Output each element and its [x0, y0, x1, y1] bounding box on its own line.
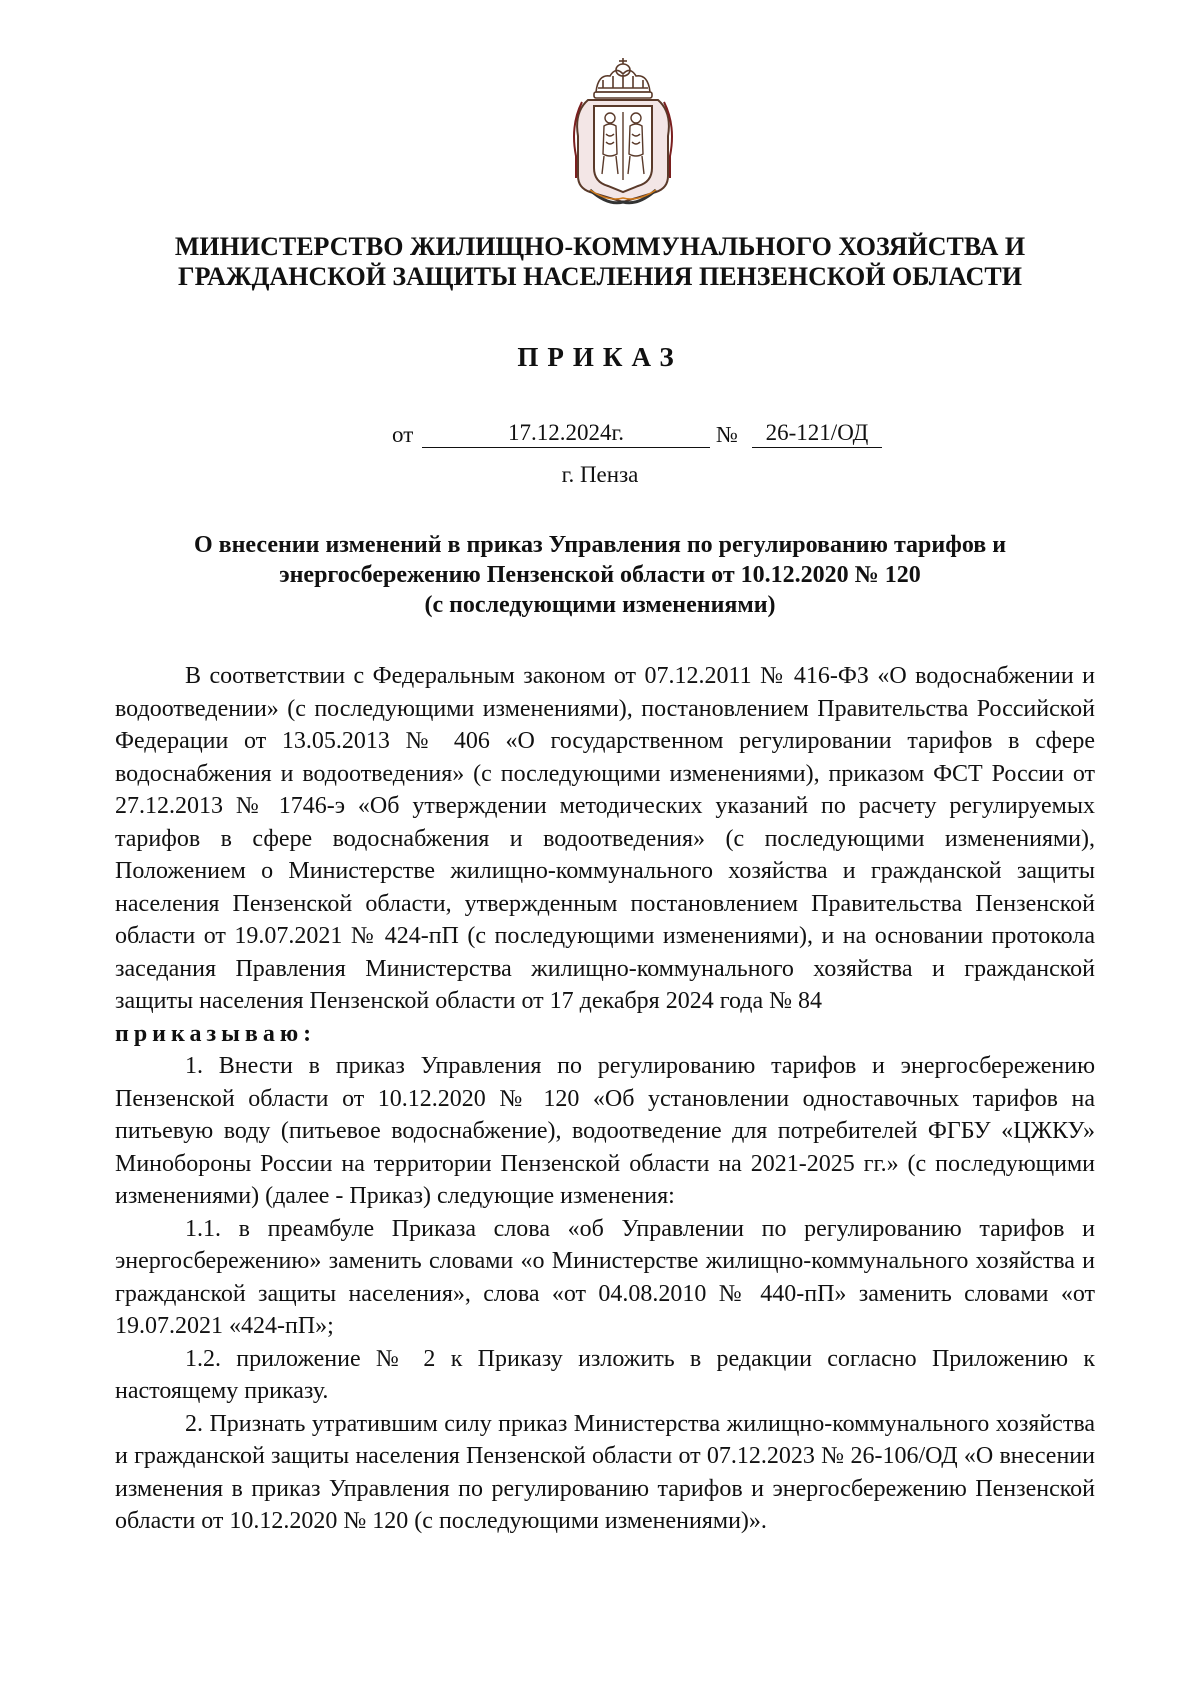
order-word: приказываю: [115, 1020, 317, 1047]
from-label: от [392, 422, 414, 447]
subject-line-1: О внесении изменений в приказ Управления по регулированию тарифов и [193, 532, 1007, 558]
item-1: 1. Внести в приказ Управления по регулированию тарифов и энергосбережению Пензенской области от 10.12.2020 № 120 «Об установлении одноставочных тарифов на питьевую воду (питьевое водоснабжение), водоотведение для потребителей ФГБУ «ЦЖКУ» Минобороны России на территории Пензенской области на 2021-2025 гг.» (с последующими изменениями) (далее - Приказ) следующие изменения: [115, 1053, 1095, 1209]
order-body [115, 660, 1095, 1538]
subject-line-2: энергосбережению Пензенской области от 10.12.2020 № 120 [279, 562, 921, 588]
ministry-line-1: МИНИСТЕРСТВО ЖИЛИЩНО-КОММУНАЛЬНОГО ХОЗЯЙСТВА И [174, 232, 1026, 261]
item-1-2: 1.2. приложение № 2 к Приказу изложить в редакции согласно Приложению к настоящему приказу. [115, 1345, 1095, 1404]
item-2: 2. Признать утратившим силу приказ Министерства жилищно-коммунального хозяйства и гражданской защиты населения Пензенской области от 07.12.2023 № 26-106/ОД «О внесении изменения в приказ Управления по регулированию тарифов и энергосбережению Пензенской области от 10.12.2020 № 120 (с последующими изменениями)». [115, 1410, 1095, 1534]
coat-of-arms-icon [568, 56, 678, 206]
order-subject [120, 530, 1080, 620]
preamble-paragraph: В соответствии с Федеральным законом от 07.12.2011 № 416-ФЗ «О водоснабжении и водоотведении» (с последующими изменениями), постановлением Правительства Российской Федерации от 13.05.2013 № 406 «О государственном регулировании тарифов в сфере водоснабжения и водоотведения» (с последующими изменениями), приказом ФСТ России от 27.12.2013 № 1746-э «Об утверждении методических указаний по расчету регулируемых тарифов в сфере водоснабжения и водоотведения» (с последующими изменениями), Положением о Министерстве жилищно-коммунального хозяйства и гражданской защиты населения Пензенской области, утвержденным постановлением Правительства Пензенской области от 19.07.2021 № 424-пП (с последующими изменениями), и на основании протокола заседания Правления Министерства жилищно-коммунального хозяйства и гражданской защиты населения Пензенской области от 17 декабря 2024 года № 84 [115, 663, 1095, 1014]
ministry-name [100, 232, 1100, 292]
date-number-line [0, 420, 1200, 450]
ministry-line-2: ГРАЖДАНСКОЙ ЗАЩИТЫ НАСЕЛЕНИЯ ПЕНЗЕНСКОЙ ОБЛАСТИ [178, 262, 1022, 291]
subject-line-3: (с последующими изменениями) [424, 592, 776, 618]
item-1-1: 1.1. в преамбуле Приказа слова «об Управлении по регулированию тарифов и энергосбережению» заменить словами «о Министерстве жилищно-коммунального хозяйства и гражданской защиты населения», слова «от 04.08.2010 № 440-пП» заменить словами «от 19.07.2021 «424-пП»; [115, 1215, 1095, 1339]
order-word-paragraph [115, 1018, 1095, 1051]
order-date: 17.12.2024г. [422, 420, 710, 448]
order-number: 26-121/ОД [752, 420, 882, 448]
document-type-title: ПРИКАЗ [517, 342, 683, 372]
city-name: г. Пенза [561, 462, 639, 487]
number-label: № [716, 422, 738, 447]
